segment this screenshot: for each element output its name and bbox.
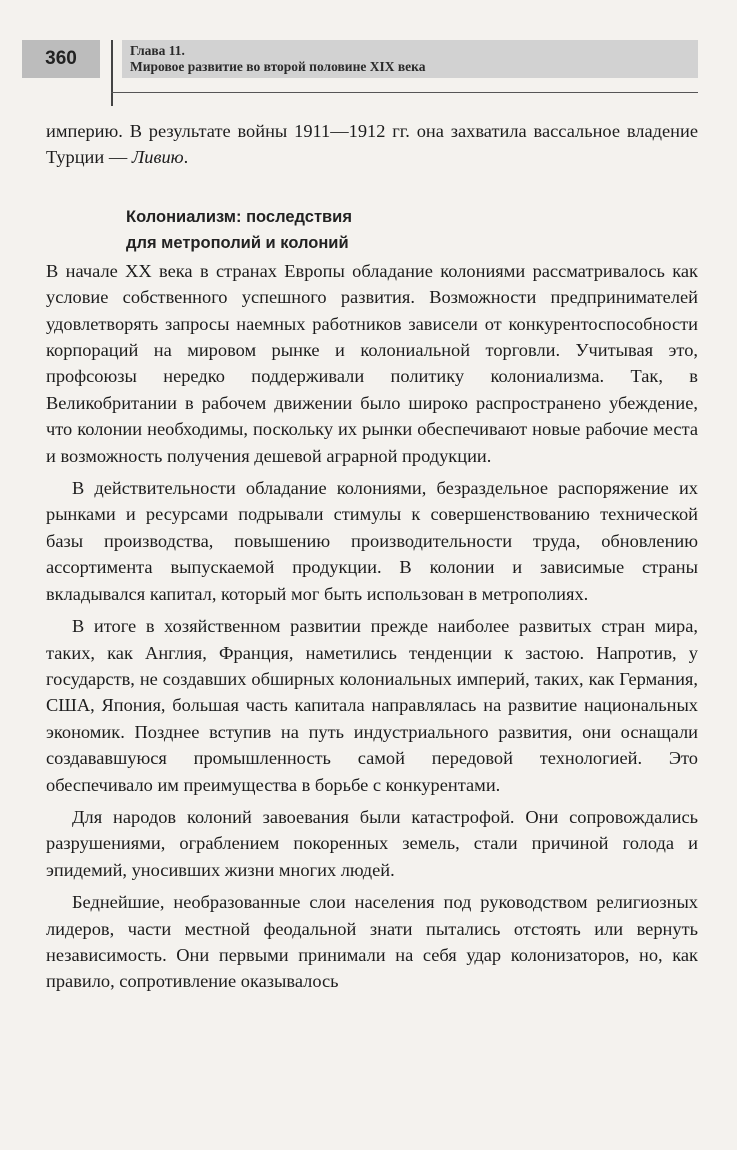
section-heading-line-1: Колониализм: последствия xyxy=(126,207,352,226)
page-body xyxy=(46,118,698,995)
paragraph-3: В итоге в хозяйственном развитии прежде наиболее развитых стран мира, таких, как Англия, Франция, наметились тенденции к застою. Напротив, у государств, не создавших обширных колониальных империй, таких, как Германия, США, Япония, большая часть капитала направлялась на развитие национальных экономик. Позднее вступив на путь индустриального развития, они оснащали создававшуюся промышленность самой передовой технологией. Это обеспечивало им преимущества в борьбе с конкурентами. xyxy=(46,616,698,795)
paragraph-4: Для народов колоний завоевания были катастрофой. Они сопровождались разрушениями, ограблением покоренных земель, стали причиной голода и эпидемий, уносивших жизни многих людей. xyxy=(46,806,698,880)
header-horizontal-rule xyxy=(111,92,698,93)
chapter-header-bar xyxy=(122,40,698,78)
chapter-title: Мировое развитие во второй половине XIX века xyxy=(130,59,426,74)
paragraph-2: В действительности обладание колониями, безраздельное распоряжение их рынками и ресурсами подрывали стимулы к совершенствованию технической базы производства, повышению производительности труда, обновлению ассортимента выпускаемой продукции. В колонии и зависимые страны вкладывался капитал, который мог быть использован в метрополиях. xyxy=(46,478,698,604)
running-header xyxy=(22,40,698,78)
intro-paragraph xyxy=(46,118,698,171)
paragraph-1: В начале XX века в странах Европы обладание колониями рассматривалось как условие собственного успешного развития. Возможности предпринимателей удовлетворять запросы наемных работников зависели от конкурентоспособности корпораций на мировом рынке и колониальной торговли. Учитывая это, профсоюзы нередко поддерживали политику колониализма. Так, в Великобритании в рабочем движении было широко распространено убеждение, что колонии необходимы, поскольку их рынки обеспечивают новые рабочие места и возможность получения дешевой аграрной продукции. xyxy=(46,260,698,466)
chapter-label: Глава 11. xyxy=(130,43,185,58)
paragraph-5: Беднейшие, необразованные слои населения под руководством религиозных лидеров, части местной феодальной знати пытались отстоять или вернуть независимость. Они первыми принимали на себя удар колонизаторов, но, как правило, сопротивление оказывалось xyxy=(46,892,698,992)
section-heading xyxy=(126,204,698,256)
section-heading-line-2: для метрополий и колоний xyxy=(126,233,349,252)
page-number: 360 xyxy=(22,40,100,78)
intro-text: империю. В результате войны 1911—1912 гг. она захватила вассальное владение Турции — xyxy=(46,121,698,168)
chapter-header-text xyxy=(130,43,425,75)
intro-emphasis: Ливию xyxy=(131,147,184,168)
intro-end: . xyxy=(183,147,189,168)
header-vertical-rule xyxy=(111,40,113,106)
